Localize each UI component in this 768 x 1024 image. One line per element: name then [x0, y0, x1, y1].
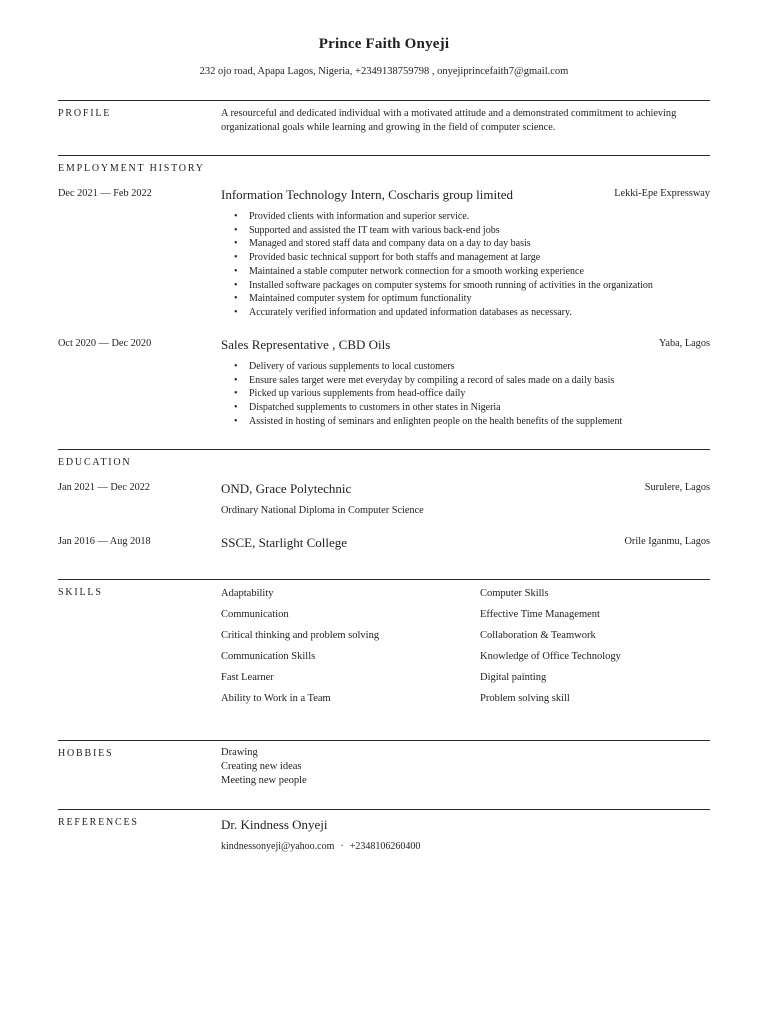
section-divider — [58, 740, 710, 741]
hobbies-heading: HOBBIES — [58, 748, 114, 759]
job-bullet: • Delivery of various supplements to local customers — [221, 360, 711, 374]
education-heading: EDUCATION — [58, 457, 132, 468]
job-bullet: • Installed software packages on computer systems for smooth running of activities in the organization — [221, 279, 711, 293]
job-bullet: • Managed and stored staff data and company data on a day to day basis — [221, 237, 711, 251]
contact-line: 232 ojo road, Apapa Lagos, Nigeria, +2349138759798 , onyejiprincefaith7@gmail.com — [199, 66, 569, 77]
job-bullet: • Maintained a stable computer network connection for a smooth working experience — [221, 265, 711, 279]
hobby-item: Drawing — [221, 747, 258, 758]
job-bullet: • Maintained computer system for optimum functionality — [221, 292, 711, 306]
job-bullets — [221, 360, 711, 429]
job-bullet: • Ensure sales target were met everyday by compiling a record of sales made on a daily basis — [221, 374, 711, 388]
profile-heading: PROFILE — [58, 108, 112, 119]
skill-item: Adaptability — [221, 588, 274, 599]
hobbies-list — [221, 746, 307, 788]
job-title: Information Technology Intern, Coscharis group limited — [221, 187, 514, 202]
reference-separator: · — [340, 841, 344, 852]
reference-email[interactable]: kindnessonyeji@yahoo.com — [221, 841, 335, 852]
profile-text: A resourceful and dedicated individual with a motivated attitude and a demonstrated commitment to achieving organizational goals while learning and growing in the field of computer science. — [221, 108, 677, 133]
education-dates: Jan 2016 — Aug 2018 — [58, 536, 151, 547]
job-location: Lekki-Epe Expressway — [614, 188, 710, 199]
skills-list-right — [480, 587, 680, 713]
education-location: Surulere, Lagos — [644, 482, 710, 493]
education-dates: Jan 2021 — Dec 2022 — [58, 482, 151, 493]
job-bullet: • Provided clients with information and superior service. — [221, 210, 711, 224]
hobby-item: Creating new ideas — [221, 761, 302, 772]
job-title: Sales Representative , CBD Oils — [221, 337, 391, 352]
job-dates: Oct 2020 — Dec 2020 — [58, 338, 152, 349]
skill-item: Collaboration & Teamwork — [480, 630, 596, 641]
job-bullet: • Accurately verified information and updated information databases as necessary. — [221, 306, 711, 320]
skill-item: Fast Learner — [221, 672, 274, 683]
job-bullet: • Supported and assisted the IT team with various back-end jobs — [221, 224, 711, 238]
education-description: Ordinary National Diploma in Computer Science — [221, 505, 424, 516]
reference-phone: +2348106260400 — [349, 841, 421, 852]
skill-item: Communication — [221, 609, 289, 620]
education-title: OND, Grace Polytechnic — [221, 481, 352, 496]
hobby-item: Meeting new people — [221, 775, 307, 786]
job-bullet: • Assisted in hosting of seminars and enlighten people on the health benefits of the supplement — [221, 415, 711, 429]
section-divider — [58, 155, 710, 156]
skill-item: Digital painting — [480, 672, 547, 683]
resume-name: Prince Faith Onyeji — [318, 36, 450, 52]
education-title: SSCE, Starlight College — [221, 535, 348, 550]
skill-item: Critical thinking and problem solving — [221, 630, 380, 641]
employment-heading: EMPLOYMENT HISTORY — [58, 163, 205, 174]
skill-item: Effective Time Management — [480, 609, 600, 620]
skill-item: Knowledge of Office Technology — [480, 651, 621, 662]
job-bullets — [221, 210, 711, 320]
section-divider — [58, 449, 710, 450]
skills-list-left — [221, 587, 381, 713]
job-bullet: • Dispatched supplements to customers in other states in Nigeria — [221, 401, 711, 415]
references-heading: REFERENCES — [58, 817, 139, 828]
job-location: Yaba, Lagos — [658, 338, 710, 349]
skill-item: Problem solving skill — [480, 693, 570, 704]
skill-item: Computer Skills — [480, 588, 549, 599]
skill-item: Communication Skills — [221, 651, 316, 662]
job-bullet: • Picked up various supplements from head-office daily — [221, 387, 711, 401]
job-dates: Dec 2021 — Feb 2022 — [58, 188, 152, 199]
section-divider — [58, 579, 710, 580]
skill-item: Ability to Work in a Team — [221, 693, 331, 704]
reference-name: Dr. Kindness Onyeji — [221, 817, 328, 832]
reference-contact — [221, 841, 420, 852]
job-bullet: • Provided basic technical support for both staffs and management at large — [221, 251, 711, 265]
skills-heading: SKILLS — [58, 587, 103, 598]
section-divider — [58, 100, 710, 101]
education-location: Orile Iganmu, Lagos — [624, 536, 710, 547]
section-divider — [58, 809, 710, 810]
